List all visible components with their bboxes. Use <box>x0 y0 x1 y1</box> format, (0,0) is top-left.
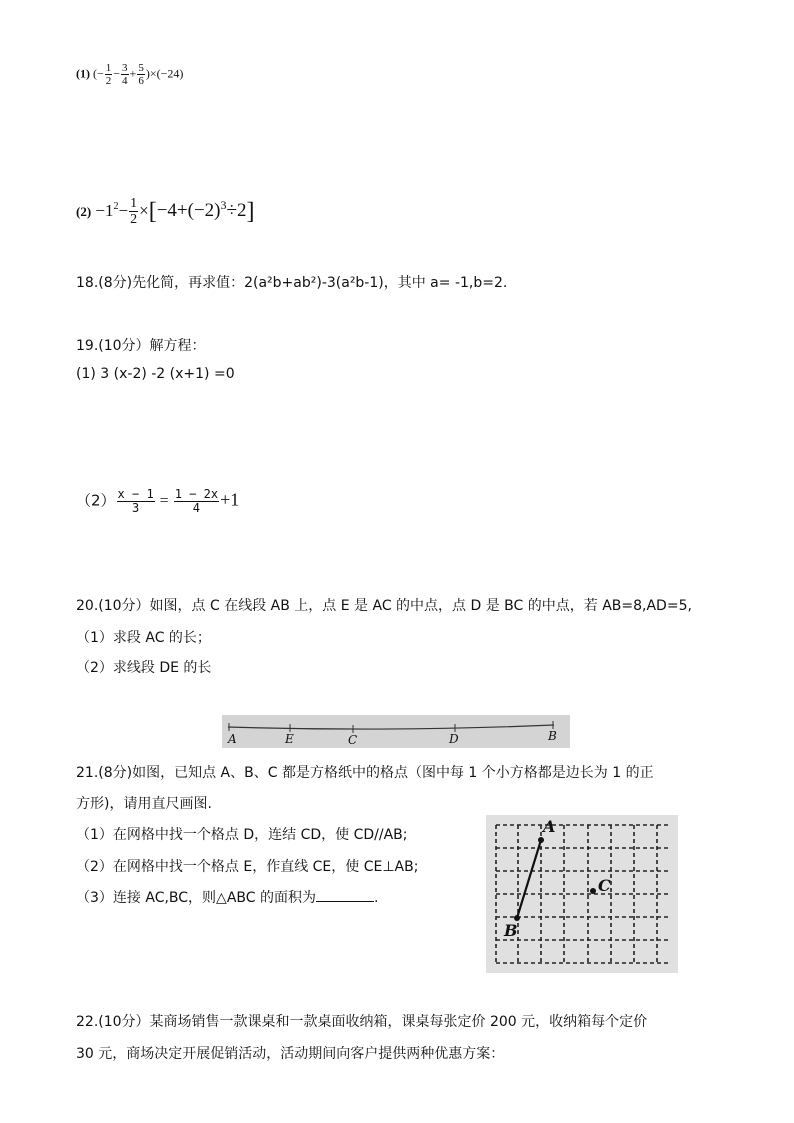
fraction: $\frac{3}{4}$ <box>122 62 128 88</box>
segment-figure <box>222 715 570 748</box>
grid-lines <box>496 825 668 965</box>
grid-label-a: A <box>543 817 556 836</box>
grid-figure <box>486 815 678 973</box>
question-21-part-1: （1）在网格中找一个格点 D，连结 CD，使 CD//AB; <box>76 827 408 843</box>
question-19-part-2: （2） $\frac{x - 1}{3}$ = $\frac{1 - 2x}{4}$ +1 <box>76 487 240 516</box>
question-19-title: 19.(10分）解方程： <box>76 338 206 354</box>
point-a <box>538 837 544 843</box>
point-c <box>590 888 596 894</box>
point-label-b: B <box>548 729 557 743</box>
segment-svg <box>222 715 570 748</box>
problem-17-2: $(2) -1^2-$ $\frac{1}{2}$ $\times[-4+(-2)^3\div 2]$ <box>76 196 255 228</box>
problem-17-1: (1) (− $\frac{1}{2}$ − $\frac{3}{4}$ + $\frac{5}{6}$ )×(−24) <box>76 62 184 88</box>
question-20-title: 20.(10分）如图，点 C 在线段 AB 上，点 E 是 AC 的中点，点 D 是 BC 的中点，若 AB=8,AD=5, <box>76 598 692 614</box>
question-20-part-1: （1）求段 AC 的长； <box>76 630 211 646</box>
fraction: $\frac{x - 1}{3}$ <box>117 487 154 516</box>
segment-ab <box>517 840 541 918</box>
fraction: $\frac{1}{2}$ <box>105 62 112 88</box>
question-22-line-2: 30 元，商场决定开展促销活动，活动期间向客户提供两种优惠方案： <box>76 1046 505 1062</box>
question-21-part-3: （3）连接 AC,BC，则△ABC 的面积为 . <box>76 890 379 906</box>
point-label-d: D <box>449 732 459 746</box>
question-20-part-2: （2）求线段 DE 的长 <box>76 660 212 676</box>
grid-svg <box>486 815 678 973</box>
question-21-title-line-2: 方形)，请用直尺画图. <box>76 796 212 812</box>
fraction: $\frac{5}{6}$ <box>138 62 144 88</box>
question-21-part-2: （2）在网格中找一个格点 E，作直线 CE，使 CE⊥AB; <box>76 859 419 875</box>
problem-label: (2) <box>76 203 92 219</box>
question-21-title-line-1: 21.(8分)如图，已知点 A、B、C 都是方格纸中的格点（图中每 1 个小方格都是边长为 1 的正 <box>76 765 654 781</box>
question-22-line-1: 22.(10分）某商场销售一款课桌和一款桌面收纳箱，课桌每张定价 200 元，收纳箱每个定价 <box>76 1014 648 1030</box>
answer-blank <box>316 889 374 902</box>
fraction: $\frac{1}{2}$ <box>130 196 138 228</box>
point-label-a: A <box>228 732 237 746</box>
grid-label-b: B <box>504 921 518 940</box>
point-label-c: C <box>348 733 358 747</box>
point-label-e: E <box>285 732 294 746</box>
fraction: $\frac{1 - 2x}{4}$ <box>174 487 219 516</box>
problem-label: (1) <box>76 66 90 81</box>
segment-line <box>228 725 554 729</box>
question-18: 18.(8分)先化简，再求值：2(a²b+ab²)-3(a²b-1)，其中 a= -1,b=2. <box>76 275 508 291</box>
grid-label-c: C <box>598 876 611 895</box>
question-19-part-1: (1) 3 (x-2) -2 (x+1) =0 <box>76 366 235 382</box>
